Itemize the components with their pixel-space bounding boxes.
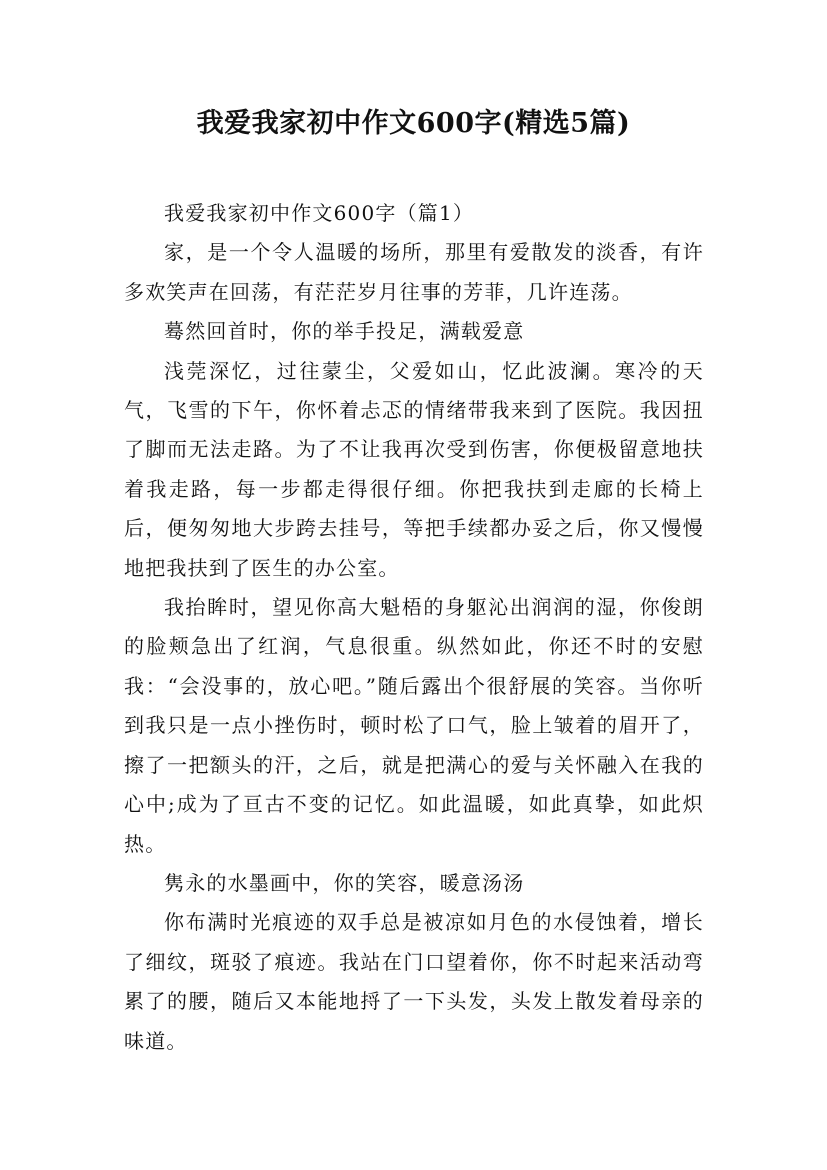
paragraph: 你布满时光痕迹的双手总是被凉如月色的水侵蚀着，增长了细纹，斑驳了痕迹。我站在门口望着你，你不时起来活动弯累了的腰，随后又本能地捋了一下头发，头发上散发着母亲的味道。 — [124, 910, 704, 1053]
paragraph-subheading: 蓦然回首时，你的举手投足，满载爱意 — [164, 319, 525, 344]
paragraph: 家，是一个令人温暖的场所，那里有爱散发的淡香，有许多欢笑声在回荡，有茫茫岁月往事的芳菲，几许连荡。 — [124, 240, 704, 304]
document-body — [124, 194, 704, 1061]
paragraph: 浅莞深忆，过往蒙尘，父爱如山，忆此波澜。寒冷的天气，飞雪的下午，你怀着忐忑的情绪带我来到了医院。我因扭了脚而无法走路。为了不让我再次受到伤害，你便极留意地扶着我走路，每一步都走得很仔细。你把我扶到走廊的长椅上后，便匆匆地大步跨去挂号，等把手续都办妥之后，你又慢慢地把我扶到了医生的办公室。 — [124, 358, 704, 580]
paragraph-subheading: 隽永的水墨画中，你的笑容，暖意汤汤 — [164, 870, 525, 895]
document-title: 我爱我家初中作文600字(精选5篇) — [196, 108, 631, 139]
paragraph-section-heading: 我爱我家初中作文600字（篇1） — [164, 201, 475, 225]
paragraph: 我抬眸时，望见你高大魁梧的身躯沁出润润的湿，你俊朗的脸颊急出了红润，气息很重。纵然如此，你还不时的安慰我：“会没事的，放心吧。”随后露出个很舒展的笑容。当你听到我只是一点小挫伤时，顿时松了口气，脸上皱着的眉开了，擦了一把额头的汗，之后，就是把满心的爱与关怀融入在我的心中;成为了亘古不变的记忆。如此温暖，如此真挚，如此炽热。 — [124, 595, 704, 856]
